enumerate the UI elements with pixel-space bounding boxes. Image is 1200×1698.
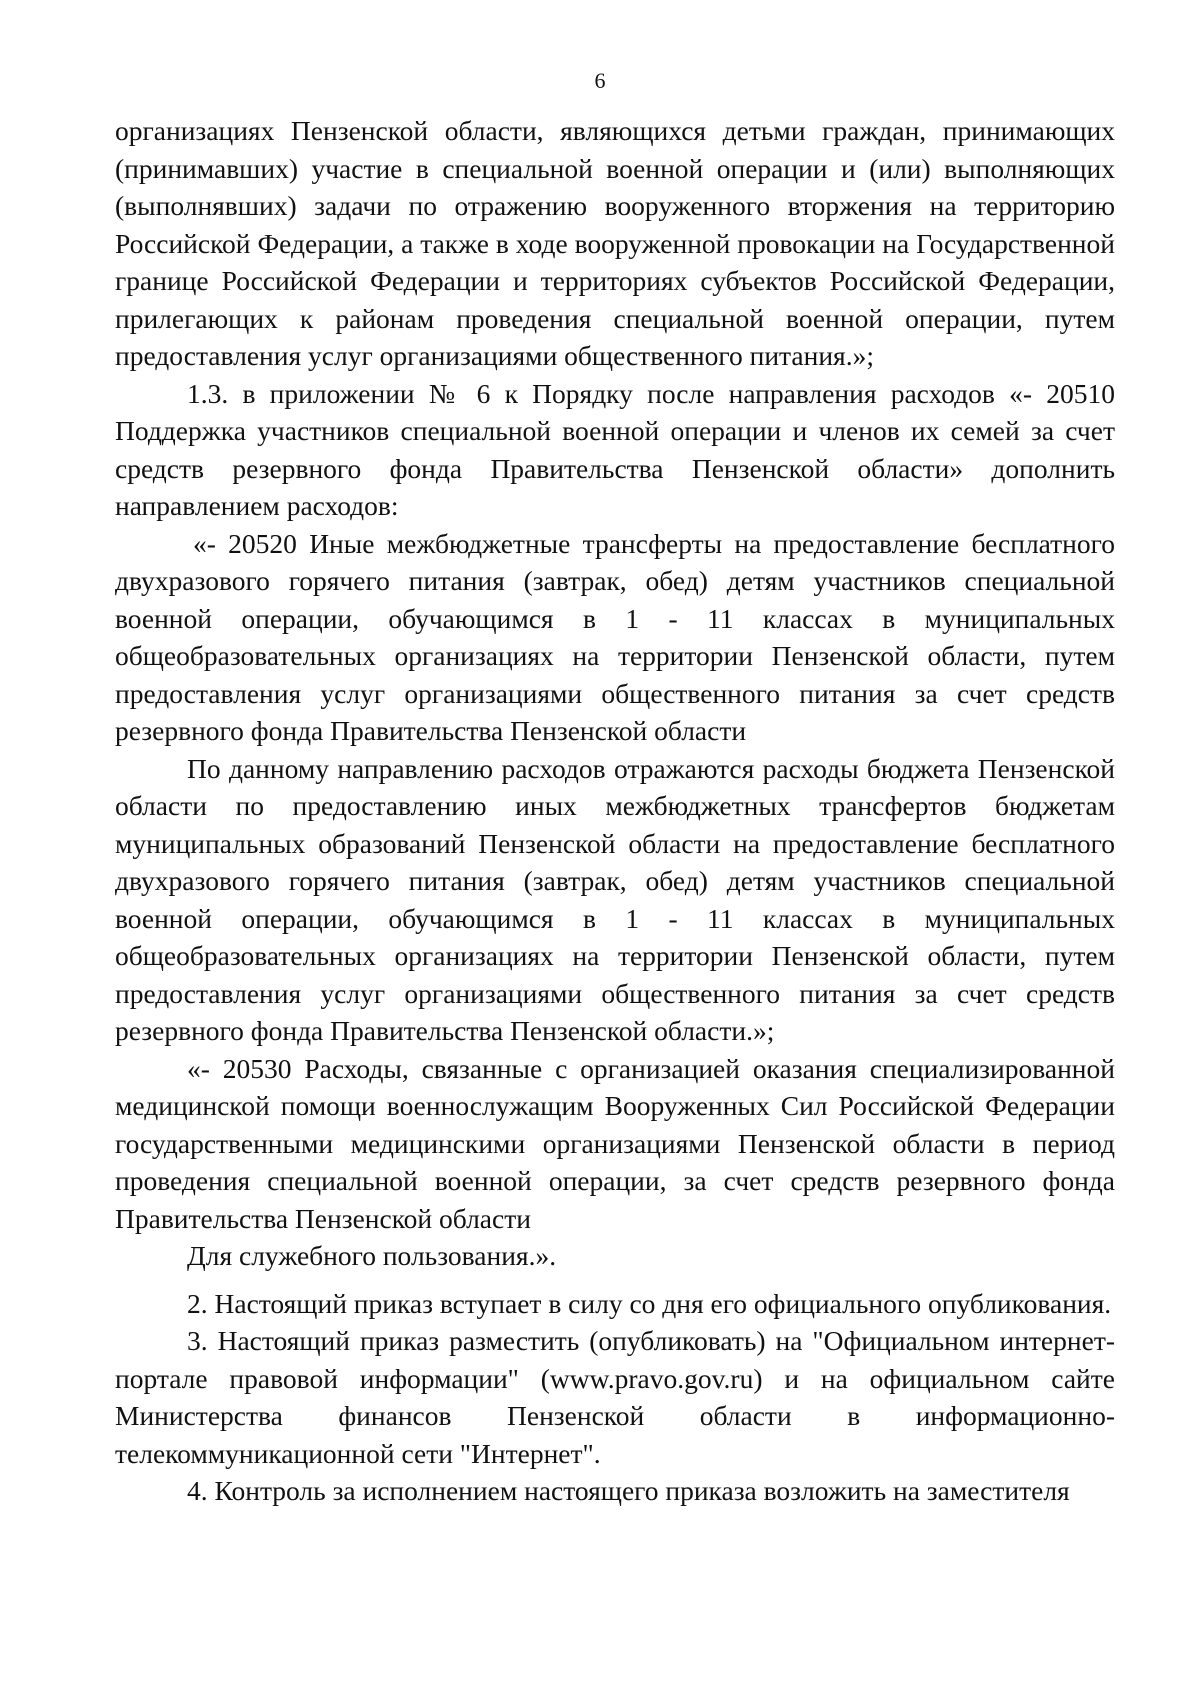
paragraph-item-1-3: 1.3. в приложении № 6 к Порядку после направления расходов «- 20510 Поддержка участников специальной военной операции и членов их семей за счет средств резервного фонда Правительства Пензенской области» дополнить направлением расходов: xyxy=(115,377,1115,521)
document-body xyxy=(115,112,1115,1510)
page-number: 6 xyxy=(594,68,606,93)
paragraph-20520-description: По данному направлению расходов отражаются расходы бюджета Пензенской области по предоставлению иных межбюджетных трансфертов бюджетам муниципальных образований Пензенской области на предоставление бесплатного двухразового горячего питания (завтрак, обед) детям участников специальной военной операции, обучающимся в 1 - 11 классах в муниципальных общеобразовательных организациях на территории Пензенской области, путем предоставления услуг организациями общественного питания за счет средств резервного фонда Правительства Пензенской области.»; xyxy=(115,752,1115,1046)
paragraph-item-2: 2. Настоящий приказ вступает в силу со дня его официального опубликования. xyxy=(187,1287,1112,1319)
paragraph-item-4: 4. Контроль за исполнением настоящего приказа возложить на заместителя xyxy=(187,1475,1070,1506)
paragraph-20520-title: «- 20520 Иные межбюджетные трансферты на предоставление бесплатного двухразового горячего питания (завтрак, обед) детям участников специальной военной операции, обучающимся в 1 - 11 классах в муниципальных общеобразовательных организациях на территории Пензенской области, путем предоставления услуг организациями общественного питания за счет средств резервного фонда Правительства Пензенской области xyxy=(115,527,1115,746)
paragraph-continuation: организациях Пензенской области, являющихся детьми граждан, принимающих (принимавших) участие в специальной военной операции и (или) выполняющих (выполнявших) задачи по отражению вооруженного вторжения на территорию Российской Федерации, а также в ходе вооруженной провокации на Государственной границе Российской Федерации и территориях субъектов Российской Федерации, прилегающих к районам проведения специальной военной операции, путем предоставления услуг организациями общественного питания.»; xyxy=(115,115,1115,371)
paragraph-item-3: 3. Настоящий приказ разместить (опубликовать) на "Официальном интернет-портале правовой информации" (www.pravo.gov.ru) и на официальном сайте Министерства финансов Пензенской области в информационно-телекоммуникационной сети "Интернет". xyxy=(115,1325,1115,1469)
paragraph-20530-title: «- 20530 Расходы, связанные с организацией оказания специализированной медицинской помощи военнослужащим Вооруженных Сил Российской Федерации государственными медицинскими организациями Пензенской области в период проведения специальной военной операции, за счет средств резервного фонда Правительства Пензенской области xyxy=(115,1052,1115,1234)
paragraph-20530-description: Для служебного пользования.». xyxy=(187,1240,557,1271)
